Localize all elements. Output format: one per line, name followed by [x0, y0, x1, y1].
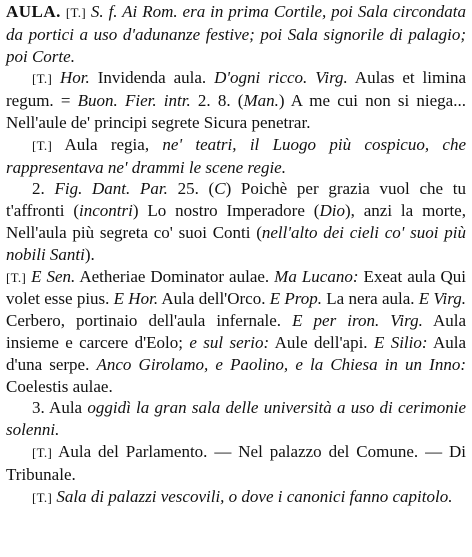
text-run: 2. 8. (: [190, 91, 244, 111]
sense-paragraph: [6, 134, 466, 179]
text-run: ), anzi la morte, Nell'aula più segreta co' suoi Conti (: [6, 201, 466, 242]
italic-text: e sul serio:: [189, 332, 270, 352]
sense-paragraph: [6, 441, 466, 486]
italic-text: E Prop.: [269, 289, 323, 309]
text-run: 25. (: [167, 179, 215, 199]
text-run: Aulas et limina regum. =: [6, 68, 466, 111]
text-run: Aula del Parlamento. — Nel palazzo del Comune. — Di Tribunale.: [6, 441, 466, 484]
headword: AULA.: [6, 2, 61, 21]
italic-text: S. f. Ai Rom. era in prima Cortile, poi Sala circondata da portici a uso d'adunanze festive; poi Sala signorile di palagio; poi Corte.: [6, 2, 467, 66]
tag: [T.]: [32, 489, 53, 505]
italic-text: incontri: [79, 201, 133, 221]
italic-text: E Virg.: [418, 289, 466, 309]
text-run: ) Poichè per grazia vuol che tu t'affronti (: [6, 179, 467, 221]
text-run: 2.: [32, 179, 55, 199]
italic-text: D'ogni ricco. Virg.: [214, 68, 348, 88]
tag: [T.]: [32, 71, 53, 87]
italic-text: C: [214, 179, 226, 199]
text-run: Coelestis aulae.: [6, 376, 113, 396]
text-run: Aula regia,: [52, 134, 163, 154]
italic-text: E Hor.: [113, 289, 159, 309]
italic-text: oggidì la gran sala delle università a uso di cerimonie solenni.: [6, 398, 466, 440]
italic-text: Hor.: [52, 68, 90, 88]
sense-paragraph: [6, 397, 466, 441]
text-run: 3. Aula: [32, 398, 88, 418]
text-run: Aula d'una serpe.: [6, 332, 467, 374]
text-run: ) Lo nostro Imperadore (: [132, 201, 320, 221]
sense-paragraph: [6, 67, 466, 133]
italic-text: E per iron. Virg.: [292, 311, 423, 331]
italic-text: Anco Girolamo, e Paolino, e la Chiesa in un Inno:: [96, 354, 467, 374]
text-run: ).: [84, 244, 95, 264]
italic-text: Fig. Dant. Par.: [54, 179, 168, 199]
italic-text: Buon. Fier. intr.: [77, 91, 191, 111]
text-run: Cerbero, portinaio dell'aula infernale.: [6, 311, 293, 331]
sense-intro: [6, 1, 466, 67]
italic-text: E Silio:: [373, 332, 428, 352]
italic-text: E Sen.: [26, 266, 76, 286]
tag: [T.]: [6, 269, 27, 285]
sense-paragraph: [6, 486, 466, 509]
text-run: Aula dell'Orco.: [158, 289, 270, 309]
tag: [T.]: [32, 137, 53, 153]
text-run: Exeat aula Qui volet esse pius.: [6, 266, 467, 309]
italic-text: Dio: [319, 201, 345, 221]
text-run: Aule dell'api.: [269, 332, 374, 352]
text-run: ) A me cui non si niega... Nell'aule de' principi segrete Sicura penetrar.: [6, 91, 466, 132]
text-run: Invidenda aula.: [89, 68, 215, 88]
italic-text: Man.: [243, 91, 279, 111]
tag: [T.]: [32, 444, 53, 460]
text-run: La nera aula.: [322, 289, 419, 309]
italic-text: Ma Lucano:: [274, 266, 359, 286]
sense-paragraph: [6, 178, 466, 265]
italic-text: Sala di palazzi vescovili, o dove i canonici fanno capitolo.: [52, 486, 453, 506]
italic-text: ne' teatri, il Luogo più cospicuo, che rappresentava ne' drammi le scene regie.: [6, 134, 467, 177]
sense-paragraph: [6, 266, 466, 398]
italic-text: nell'alto dei cieli co' suoi più nobili Santi: [6, 222, 466, 264]
text-run: Aula insieme e carcere d'Eolo;: [6, 311, 466, 352]
text-run: Aetheriae Dominator aulae.: [75, 266, 275, 286]
tag: [T.]: [65, 5, 86, 20]
